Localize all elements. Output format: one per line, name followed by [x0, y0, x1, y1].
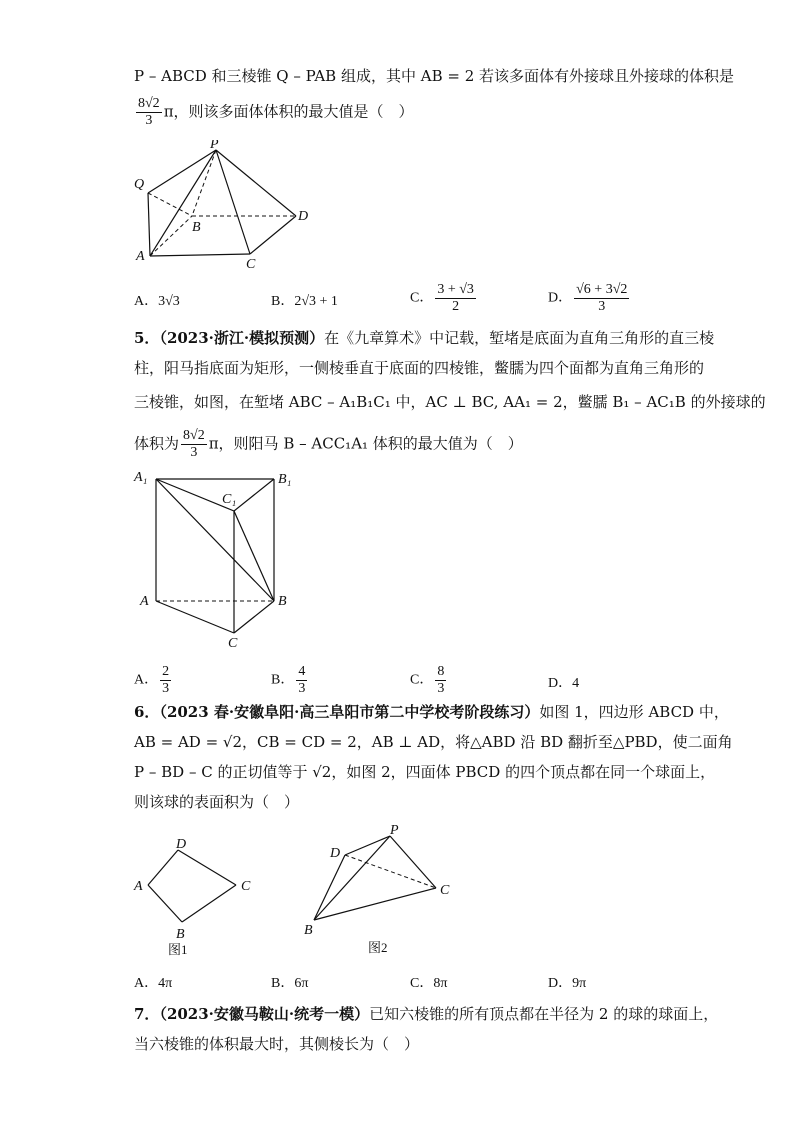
q6-option-c: C．8π	[410, 976, 448, 991]
q4-label-P: P	[210, 140, 219, 152]
q7-text-line-1	[134, 1004, 718, 1024]
q5-option-b-label: B．	[271, 672, 295, 688]
q6-fig2-label-D: D	[330, 846, 341, 861]
q6-fig1-label-C: C	[241, 879, 251, 894]
q5-option-a-numerator: 2	[162, 664, 170, 679]
q4-option-a: A．3√3	[134, 294, 180, 309]
q5-text-line-2: 柱，阳马指底面为矩形，一侧棱垂直于底面的四棱锥，鳖臑为四个面都为直角三角形的	[134, 359, 705, 377]
q6-text-line-3: P – BD – C 的正切值等于 √2，如图 2，四面体 PBCD 的四个顶点都在同一个球面上，	[134, 763, 716, 781]
q5-text-line-1	[134, 328, 714, 348]
q4-label-A: A	[136, 249, 145, 264]
q6-caption-figure-1: 图1	[168, 942, 188, 957]
q5-option-b-numerator: 4	[298, 664, 306, 679]
q5-option-c-denominator: 3	[437, 681, 445, 696]
q4-frac-numerator: 8√2	[138, 96, 160, 111]
q5-option-d: D．4	[548, 676, 580, 691]
q6-text-line-1	[134, 702, 729, 722]
q6-source: （2023 春·安徽阜阳·高三阜阳市第二中学校考阶段练习）	[159, 703, 540, 721]
q6-fig2-label-C: C	[440, 883, 450, 898]
q5-label-C: C	[228, 636, 238, 650]
q5-text-line-3: 三棱锥，如图，在堑堵 ABC – A₁B₁C₁ 中，AC ⊥ BC, AA₁ = 2，鳖臑 B₁ – AC₁B 的外接球的	[134, 393, 766, 411]
q4-line-2-tail: π，则该多面体体积的最大值是（ ）	[163, 102, 414, 121]
q5-line-4-tail: π，则阳马 B – ACC₁A₁ 体积的最大值为（ ）	[208, 434, 523, 453]
q4-option-b: B．2√3 + 1	[271, 294, 338, 309]
q4-frac-denominator: 3	[145, 113, 153, 128]
q4-text-line-2	[134, 96, 414, 129]
q7-source: （2023·安徽马鞍山·统考一模）	[159, 1005, 370, 1023]
q5-label-C1: C₁	[222, 492, 237, 507]
q5-option-c	[410, 664, 448, 697]
q5-option-c-label: C．	[410, 672, 434, 688]
q5-label-B: B	[278, 594, 287, 609]
q6-fig2-label-P: P	[390, 823, 399, 838]
q4-option-d	[548, 282, 631, 315]
q4-option-d-numerator: √6 + 3√2	[576, 282, 628, 297]
q5-option-b-denominator: 3	[298, 681, 306, 696]
q7-line-1-tail: 已知六棱锥的所有顶点都在半径为 2 的球的球面上，	[369, 1005, 719, 1023]
q5-line-4-head: 体积为	[134, 434, 180, 453]
q5-number: 5．	[134, 329, 160, 347]
q4-option-c-label: C．	[410, 290, 434, 306]
q4-label-B: B	[192, 220, 201, 235]
q4-volume-fraction	[136, 96, 162, 129]
q6-fig2-label-B: B	[304, 923, 313, 938]
q4-label-Q: Q	[134, 177, 145, 192]
q6-text-line-4: 则该球的表面积为（ ）	[134, 793, 300, 811]
q5-option-b	[271, 664, 309, 697]
q6-line-1-tail: 如图 1，四边形 ABCD 中，	[539, 703, 729, 721]
q6-fig1-label-D: D	[176, 837, 187, 852]
q4-polyhedron-figure	[130, 140, 320, 274]
q4-text-line-1: P – ABCD 和三棱锥 Q – PAB 组成，其中 AB = 2 若该多面体有外接球且外接球的体积是	[134, 67, 735, 85]
q6-caption-figure-2: 图2	[368, 940, 388, 955]
q6-figure-2	[298, 822, 468, 966]
q6-number: 6．	[134, 703, 160, 721]
q4-label-C: C	[246, 257, 256, 270]
q6-fig1-label-B: B	[176, 927, 185, 942]
q5-label-A: A	[140, 594, 149, 609]
q4-option-d-denominator: 3	[598, 299, 606, 314]
q5-label-B1: B₁	[278, 472, 292, 487]
q6-figure-1	[128, 828, 268, 967]
q5-option-a-denominator: 3	[162, 681, 170, 696]
q4-label-D: D	[298, 209, 309, 224]
q5-frac-numerator: 8√2	[183, 428, 205, 443]
q7-text-line-2: 当六棱锥的体积最大时，其侧棱长为（ ）	[134, 1035, 420, 1053]
q6-option-b: B．6π	[271, 976, 309, 991]
q5-option-a	[134, 664, 173, 697]
q6-option-a: A．4π	[134, 976, 173, 991]
q7-number: 7．	[134, 1005, 160, 1023]
q6-text-line-2: AB = AD = √2，CB = CD = 2，AB ⊥ AD，将△ABD 沿 BD 翻折至△PBD，使二面角	[134, 733, 733, 751]
q5-line-1-tail: 在《九章算术》中记载，堑堵是底面为直角三角形的直三棱	[324, 329, 715, 347]
q6-option-d: D．9π	[548, 976, 587, 991]
q5-option-a-label: A．	[134, 672, 159, 688]
q5-volume-fraction	[181, 428, 207, 461]
q5-frac-denominator: 3	[190, 445, 198, 460]
q4-option-c-denominator: 2	[452, 299, 460, 314]
q5-source: （2023·浙江·模拟预测）	[159, 329, 325, 347]
q4-option-d-label: D．	[548, 290, 573, 306]
q5-label-A1: A₁	[134, 470, 148, 485]
q4-option-c	[410, 282, 478, 315]
q6-fig1-label-A: A	[134, 879, 143, 894]
q4-option-c-numerator: 3 + √3	[437, 282, 474, 297]
q5-prism-figure	[130, 465, 310, 654]
q5-option-c-numerator: 8	[437, 664, 445, 679]
q5-text-line-4	[134, 428, 523, 461]
